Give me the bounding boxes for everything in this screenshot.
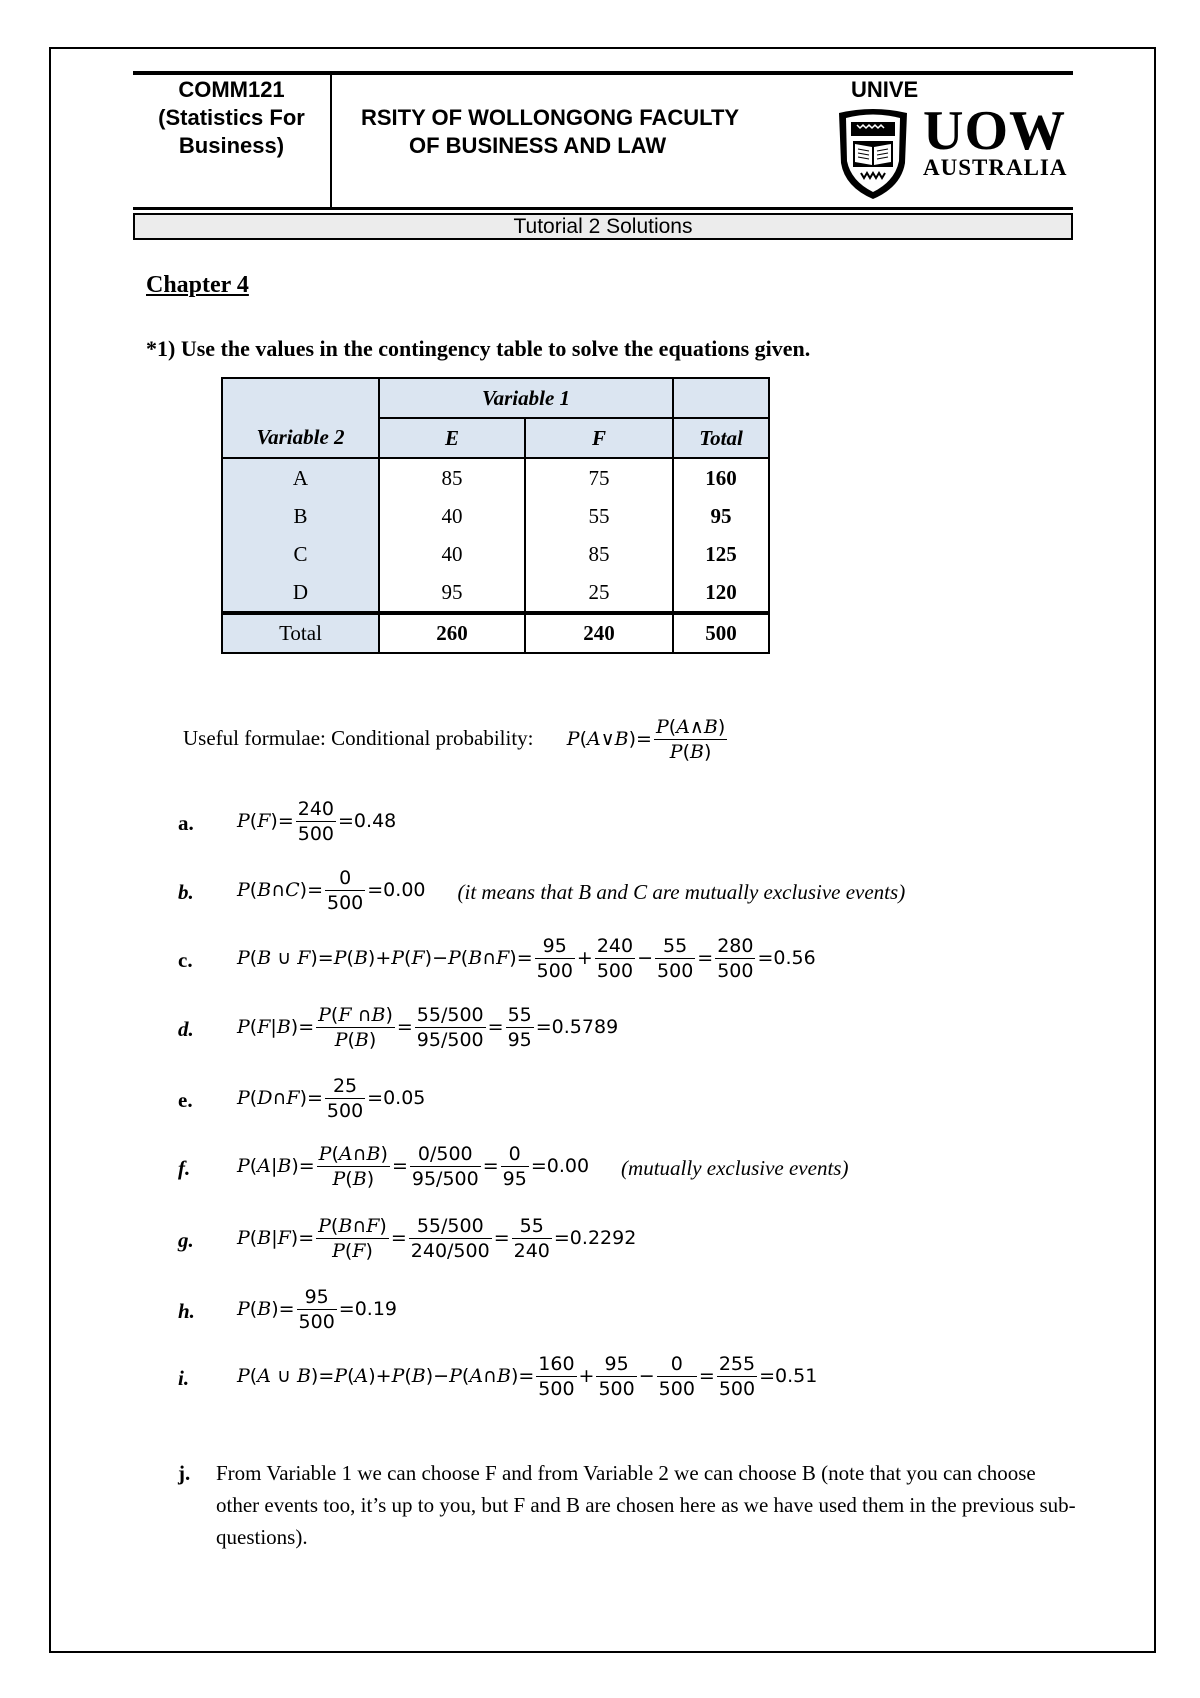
row-label: D <box>222 573 379 613</box>
row-label: A <box>222 458 379 497</box>
question-text: *1) Use the values in the contingency table to solve the equations given. <box>146 336 811 361</box>
faculty-line2: RSITY OF WOLLONGONG FACULTY <box>361 105 740 130</box>
cell-e: 260 <box>379 613 525 653</box>
document-header <box>133 71 1073 209</box>
solution-label: j. <box>178 1461 191 1485</box>
table-row <box>222 458 769 497</box>
conditional-formula: P(A∨B)= $\frac{P(A\wedge B)}{P(B)}$ <box>566 716 726 763</box>
solution-d <box>178 1003 618 1052</box>
solution-label: d. <box>178 1016 194 1041</box>
solution-b <box>178 866 905 915</box>
table-total-row <box>222 613 769 653</box>
solution-e <box>178 1074 425 1123</box>
equation: P(B∩C)= $\frac{0}{500}$ =0.00 <box>237 867 426 914</box>
equation: P(A|B)= $\frac{P(A\cap B)}{P(B)}$ = $\frac{0/500}{95/500}$ = $\frac{0}{95}$ =0.00 <box>237 1143 590 1190</box>
row-label: B <box>222 497 379 535</box>
solution-label: h. <box>178 1298 195 1323</box>
solution-label: a. <box>178 810 194 835</box>
cell-e: 40 <box>379 497 525 535</box>
column-f-header: F <box>525 418 673 458</box>
faculty-line1: UNIVE <box>851 77 919 102</box>
solution-label: e. <box>178 1087 193 1112</box>
cell-f: 240 <box>525 613 673 653</box>
cell-total: 160 <box>673 458 769 497</box>
logo-subtext: AUSTRALIA <box>923 155 1068 180</box>
equation: P(B|F)= $\frac{P(B\cap F)}{P(F)}$ = $\frac{55/500}{240/500}$ = $\frac{55}{240}$ =0.2292 <box>237 1215 637 1262</box>
variable1-header: Variable 1 <box>379 378 673 418</box>
cell-total: 500 <box>673 613 769 653</box>
solution-label: b. <box>178 879 194 904</box>
uow-logo <box>923 100 1068 180</box>
table-row <box>222 497 769 535</box>
header-top-rule <box>133 71 1073 75</box>
cell-f: 75 <box>525 458 673 497</box>
course-code: COMM121 <box>178 77 285 102</box>
solution-a <box>178 797 396 846</box>
column-total-header: Total <box>673 418 769 458</box>
document-subtitle: Tutorial 2 Solutions <box>133 213 1073 240</box>
formula-intro-text: Useful formulae: Conditional probability: <box>183 726 534 750</box>
column-e-header: E <box>379 418 525 458</box>
cell-e: 95 <box>379 573 525 613</box>
cell-f: 25 <box>525 573 673 613</box>
solution-text: From Variable 1 we can choose F and from Variable 2 we can choose B (note that you can choose other events too, it’s up to you, but F and B are chosen here as we have used them in the previous sub-questions). <box>216 1461 1076 1549</box>
solution-h <box>178 1285 397 1334</box>
cell-e: 85 <box>379 458 525 497</box>
header-bottom-rule <box>133 207 1073 210</box>
equation: P(F)= $\frac{240}{500}$ =0.48 <box>237 798 397 845</box>
solution-label: g. <box>178 1227 194 1252</box>
equation: P(B)= $\frac{95}{500}$ =0.19 <box>237 1286 398 1333</box>
solution-label: i. <box>178 1365 190 1390</box>
row-label: Total <box>222 613 379 653</box>
equation: P(B ∪ F)=P(B)+P(F)−P(B∩F)= $\frac{95}{500}$ + $\frac{240}{500}$ − $\frac{55}{500}$ = $\frac{280}{500}$ =0.56 <box>237 935 816 982</box>
variable2-header: Variable 2 <box>222 418 379 458</box>
cell-total: 120 <box>673 573 769 613</box>
cell-e: 40 <box>379 535 525 573</box>
table-header-blank <box>673 378 769 418</box>
solution-g <box>178 1214 636 1263</box>
cell-total: 95 <box>673 497 769 535</box>
solution-label: f. <box>178 1155 191 1180</box>
row-label: C <box>222 535 379 573</box>
conditional-probability-formula <box>183 715 729 764</box>
solution-c <box>178 934 816 983</box>
equation: P(F|B)= $\frac{P(F \cap B)}{P(B)}$ = $\frac{55/500}{95/500}$ = $\frac{55}{95}$ =0.5789 <box>237 1004 619 1051</box>
course-name-line2: Business) <box>178 133 285 158</box>
table-row <box>222 535 769 573</box>
equation: P(D∩F)= $\frac{25}{500}$ =0.05 <box>237 1075 426 1122</box>
solution-f <box>178 1142 848 1191</box>
table-subheader-row <box>222 418 769 458</box>
table-corner-cell <box>222 378 379 418</box>
solution-i <box>178 1352 817 1401</box>
logo-wordmark: UOW <box>923 100 1066 162</box>
cell-total: 125 <box>673 535 769 573</box>
contingency-table <box>221 377 770 654</box>
faculty-line3: OF BUSINESS AND LAW <box>409 133 667 158</box>
equation: P(A ∪ B)=P(A)+P(B)−P(A∩B)= $\frac{160}{500}$ + $\frac{95}{500}$ − $\frac{0}{500}$ = $\frac{255}{500}$ =0.51 <box>237 1353 818 1400</box>
table-header-row <box>222 378 769 418</box>
solution-note: (it means that B and C are mutually exclusive events) <box>457 879 906 904</box>
course-name-line1: (Statistics For <box>158 105 305 130</box>
header-divider <box>330 75 332 207</box>
solution-note: (mutually exclusive events) <box>621 1155 849 1180</box>
chapter-heading: Chapter 4 <box>146 272 249 298</box>
course-title <box>133 76 330 160</box>
cell-f: 85 <box>525 535 673 573</box>
table-row <box>222 573 769 613</box>
solution-label: c. <box>178 947 193 972</box>
cell-f: 55 <box>525 497 673 535</box>
